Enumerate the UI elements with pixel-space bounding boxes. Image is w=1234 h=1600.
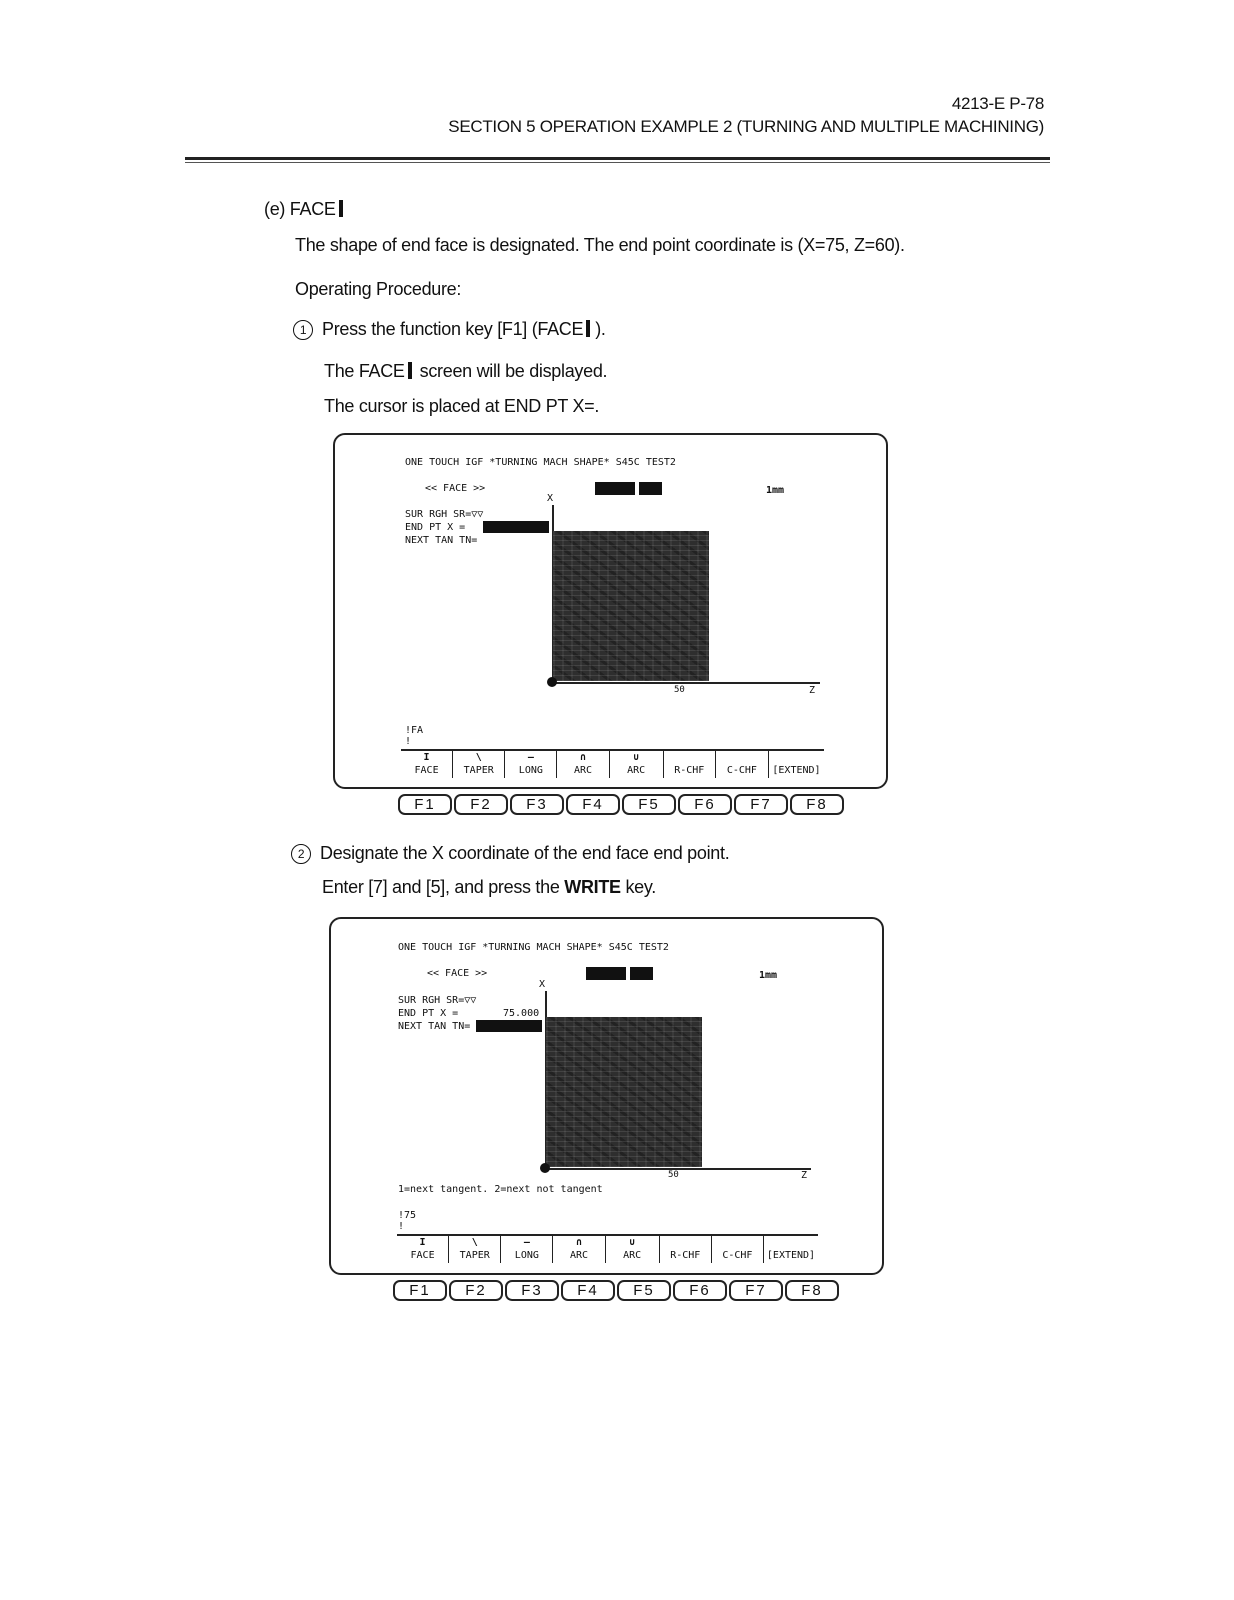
fkey-c-chf[interactable]: C-CHF <box>716 750 769 778</box>
sur-rgh-field: SUR RGH SR=▽▽ <box>405 509 484 520</box>
x-axis-label: X <box>539 979 546 990</box>
key-f3[interactable]: F3 <box>505 1280 559 1301</box>
fkey-arc-concave[interactable]: ∪ ARC <box>606 1235 660 1263</box>
fkey-c-chf[interactable]: C-CHF <box>712 1235 764 1263</box>
end-pt-label: END PT X = <box>405 522 466 533</box>
next-tan-label: NEXT TAN TN= <box>398 1021 471 1032</box>
fkey-arc-convex[interactable]: ∩ ARC <box>557 750 609 778</box>
key-f5[interactable]: F5 <box>617 1280 671 1301</box>
z-tick-50: 50 <box>674 685 685 695</box>
status-block-small <box>630 967 653 980</box>
fkey-long[interactable]: — LONG <box>505 750 557 778</box>
mode-label: << FACE >> <box>427 968 488 979</box>
fkey-taper[interactable]: \ TAPER <box>453 750 505 778</box>
status-block <box>586 967 626 980</box>
screen-title: ONE TOUCH IGF *TURNING MACH SHAPE* S45C TEST2 <box>398 942 669 953</box>
key-f7[interactable]: F7 <box>734 794 788 815</box>
origin-marker-icon <box>547 677 557 687</box>
end-pt-label: END PT X = <box>398 1008 459 1019</box>
key-f1[interactable]: F1 <box>398 794 452 815</box>
section-title: SECTION 5 OPERATION EXAMPLE 2 (TURNING AND MULTIPLE MACHINING) <box>448 117 1044 136</box>
nc-screen-2 <box>329 917 884 1275</box>
input-cursor: ! <box>405 736 412 747</box>
key-f7[interactable]: F7 <box>729 1280 783 1301</box>
step2: 2 Designate the X coordinate of the end face end point. <box>291 843 729 864</box>
key-f8[interactable]: F8 <box>785 1280 839 1301</box>
screen-title: ONE TOUCH IGF *TURNING MACH SHAPE* S45C TEST2 <box>405 457 676 468</box>
step-number-2: 2 <box>291 844 311 864</box>
sur-rgh-field: SUR RGH SR=▽▽ <box>398 995 477 1006</box>
face-bar-icon <box>339 200 343 217</box>
message-line: 1=next tangent. 2=next not tangent <box>398 1184 603 1195</box>
key-f2[interactable]: F2 <box>449 1280 503 1301</box>
fkey-arc-convex[interactable]: ∩ ARC <box>553 1235 605 1263</box>
status-block <box>595 482 635 495</box>
unit-label: 1mm <box>759 970 778 981</box>
function-key-bar <box>397 1235 818 1263</box>
header-rule <box>185 157 1050 160</box>
workpiece-shape <box>553 531 709 681</box>
z-axis-line <box>552 682 820 684</box>
workpiece-shape <box>546 1017 702 1167</box>
key-f5[interactable]: F5 <box>622 794 676 815</box>
face-bar-icon <box>408 362 412 379</box>
fkey-taper[interactable]: \ TAPER <box>449 1235 501 1263</box>
origin-marker-icon <box>540 1163 550 1173</box>
key-f2[interactable]: F2 <box>454 794 508 815</box>
key-f6[interactable]: F6 <box>673 1280 727 1301</box>
key-f6[interactable]: F6 <box>678 794 732 815</box>
step-number-1: 1 <box>293 320 313 340</box>
cursor-field-tn[interactable] <box>476 1020 542 1032</box>
intro-text: The shape of end face is designated. The end point coordinate is (X=75, Z=60). <box>295 235 905 255</box>
fkey-r-chf[interactable]: R-CHF <box>660 1235 712 1263</box>
key-f1[interactable]: F1 <box>393 1280 447 1301</box>
next-tan-label: NEXT TAN TN= <box>405 535 478 546</box>
fkey-extend[interactable]: [EXTEND] <box>772 765 821 776</box>
page-code: 4213-E P-78 <box>951 94 1044 113</box>
header-rule-thin <box>185 162 1050 163</box>
key-f3[interactable]: F3 <box>510 794 564 815</box>
fkey-extend[interactable]: [EXTEND] <box>766 1250 816 1261</box>
key-f8[interactable]: F8 <box>790 794 844 815</box>
z-axis-label: Z <box>809 685 816 696</box>
mode-label: << FACE >> <box>425 483 486 494</box>
fkey-arc-concave[interactable]: ∪ ARC <box>610 750 664 778</box>
status-block-small <box>639 482 662 495</box>
fkey-r-chf[interactable]: R-CHF <box>664 750 716 778</box>
fkey-long[interactable]: — LONG <box>501 1235 553 1263</box>
z-tick-50: 50 <box>668 1170 679 1180</box>
step1: 1 Press the function key [F1] (FACE ). <box>293 319 606 340</box>
face-bar-icon <box>586 320 590 337</box>
end-pt-x-value: 75.000 <box>503 1008 540 1019</box>
nc-screen-1 <box>333 433 888 789</box>
procedure-label: Operating Procedure: <box>295 279 462 299</box>
keycap-row-2 <box>393 1280 839 1301</box>
fkey-face[interactable]: I FACE <box>397 1235 449 1263</box>
fkey-face[interactable]: I FACE <box>401 750 453 778</box>
step1-note2: The cursor is placed at END PT X=. <box>324 396 600 416</box>
cursor-field-x[interactable] <box>483 521 549 533</box>
section-heading: (e) FACE <box>264 199 343 220</box>
unit-label: 1mm <box>766 485 785 496</box>
function-key-bar <box>401 750 824 778</box>
prompt-line[interactable]: !75 <box>398 1210 417 1221</box>
input-cursor: ! <box>398 1221 405 1232</box>
prompt-line[interactable]: !FA <box>405 725 424 736</box>
key-f4[interactable]: F4 <box>566 794 620 815</box>
key-f4[interactable]: F4 <box>561 1280 615 1301</box>
step1-note1: The FACE screen will be displayed. <box>324 361 608 381</box>
keycap-row-1 <box>398 794 844 815</box>
step2-enter: Enter [7] and [5], and press the WRITE key. <box>322 877 656 897</box>
x-axis-label: X <box>547 493 554 504</box>
z-axis-label: Z <box>801 1170 808 1181</box>
